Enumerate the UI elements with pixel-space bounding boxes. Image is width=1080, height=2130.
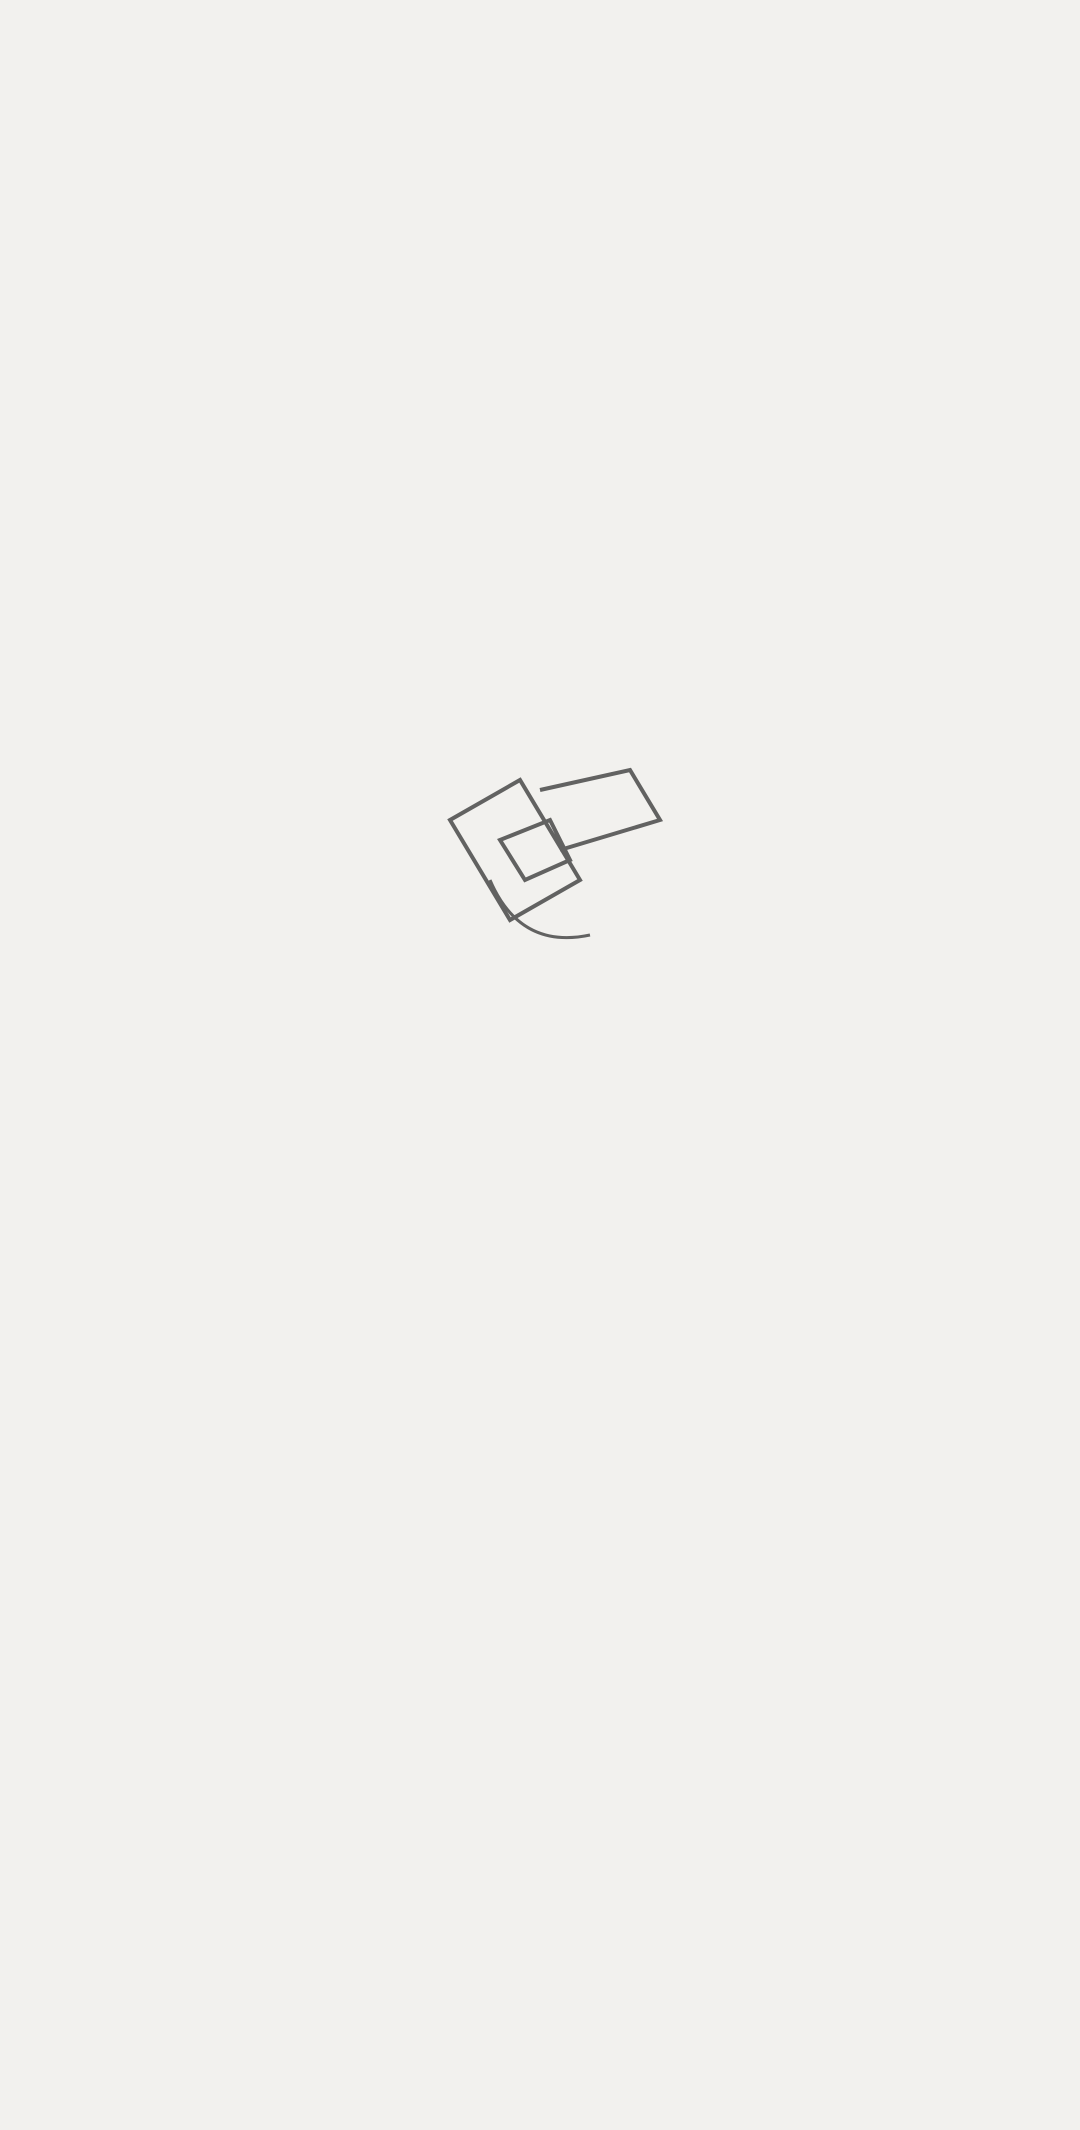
stamp-mark	[430, 760, 680, 970]
page-footer	[690, 2090, 704, 2116]
